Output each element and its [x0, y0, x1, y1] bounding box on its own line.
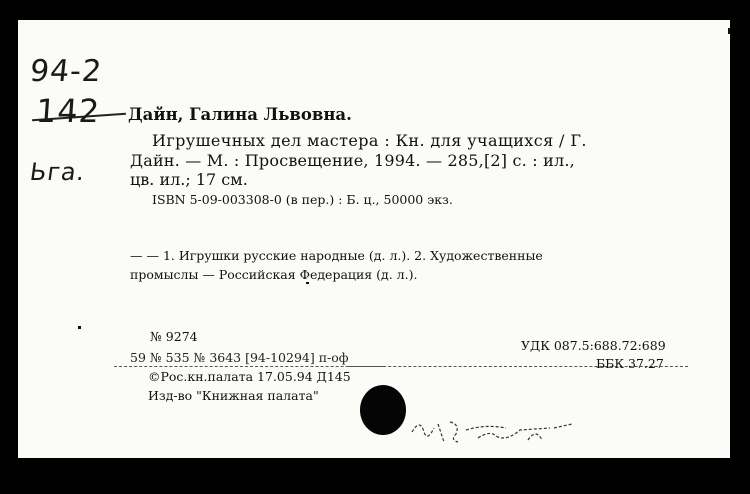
publisher-line: Изд-во "Книжная палата" [148, 388, 319, 403]
title-line: Игрушечных дел мастера : Кн. для учащихся / Г. [152, 131, 587, 150]
subject-heading-line: — — 1. Игрушки русские народные (д. л.). 2. Художественные [130, 248, 543, 263]
dashed-rule [114, 366, 384, 367]
shelfmark-lower: 142 [34, 92, 102, 130]
isbn-line: ISBN 5-09-003308-0 (в пер.) : Б. ц., 50000 экз. [152, 192, 453, 207]
subject-heading-line: промыслы — Российская Федерация (д. л.). [130, 267, 418, 282]
author-heading: Дайн, Галина Львовна. [128, 105, 352, 124]
shelfmark-note: Ьга. [28, 158, 88, 186]
ink-stamp [360, 385, 406, 435]
cipher-line: 59 № 535 № 3643 [94-10294] п-оф [130, 350, 349, 365]
title-line: цв. ил.; 17 см. [130, 170, 248, 189]
udc-code: УДК 087.5:688.72:689 [521, 338, 666, 353]
speck [728, 28, 730, 34]
speck [306, 282, 309, 284]
copyright-line: ©Рос.кн.палата 17.05.94 Д145 [148, 369, 351, 384]
speck [78, 326, 81, 329]
record-number: № 9274 [150, 329, 198, 344]
handwritten-signature [408, 410, 588, 450]
shelfmark-upper: 94-2 [28, 54, 104, 89]
title-line: Дайн. — М. : Просвещение, 1994. — 285,[2] с. : ил., [130, 151, 575, 170]
bbk-code: ББК 37.27 [596, 356, 664, 371]
catalog-card [18, 20, 730, 458]
